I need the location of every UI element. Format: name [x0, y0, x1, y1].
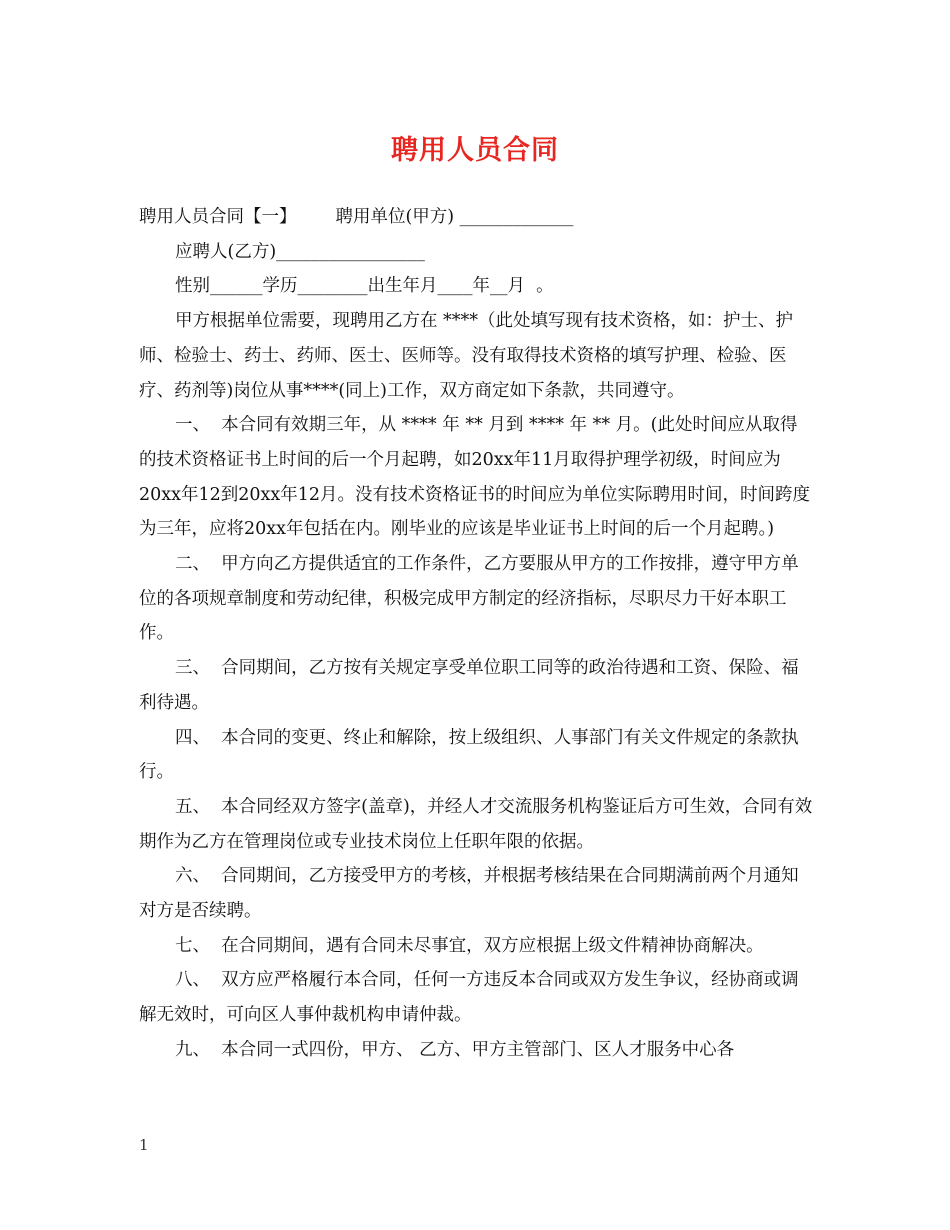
clause-4: 四、 本合同的变更、终止和解除，按上级组织、人事部门有关文件规定的条款执行。	[139, 727, 799, 783]
clause-8: 八、 双方应严格履行本合同，任何一方违反本合同或双方发生争议，经协商或调解无效时，可向区人事仲裁机构申请仲裁。	[139, 970, 799, 1026]
clause-3: 三、 合同期间，乙方按有关规定享受单位职工同等的政治待遇和工资、保险、福利待遇。	[139, 658, 799, 713]
clause-6: 六、 合同期间，乙方接受甲方的考核，并根据考核结果在合同期满前两个月通知对方是否续聘。	[139, 866, 799, 922]
document-title: 聘用人员合同	[391, 135, 559, 166]
clause-5: 五、 本合同经双方签字(盖章)，并经人才交流服务机构鉴证后方可生效，合同有效期作为乙方在管理岗位或专业技术岗位上任职年限的依据。	[139, 796, 813, 852]
applicant-line: 应聘人(乙方)_________________	[175, 241, 425, 262]
contract-header-line: 聘用人员合同【一】 聘用单位(甲方) _____________	[139, 207, 574, 227]
document-body	[139, 200, 814, 1068]
clause-2: 二、 甲方向乙方提供适宜的工作条件，乙方要服从甲方的工作按排，遵守甲方单位的各项规章制度和劳动纪律，积极完成甲方制定的经济指标，尽职尽力干好本职工作。	[139, 554, 799, 644]
clause-9: 九、 本合同一式四份，甲方、 乙方、甲方主管部门、区人才服务中心各	[175, 1039, 735, 1060]
page-number: 1	[139, 1136, 149, 1154]
clause-7: 七、 在合同期间，遇有合同未尽事宜，双方应根据上级文件精神协商解决。	[175, 935, 764, 956]
intro-paragraph: 甲方根据单位需要，现聘用乙方在 ****（此处填写现有技术资格，如：护士、护师、检验士、药士、药师、医士、医师等。没有取得技术资格的填写护理、检验、医疗、药剂等)岗位从事****(同上)工作，双方商定如下条款，共同遵守。	[139, 311, 794, 401]
personal-info-line: 性别______学历________出生年月____年__月 。	[175, 276, 554, 297]
clause-1: 一、 本合同有效期三年，从 **** 年 ** 月到 **** 年 ** 月。(此处时间应从取得的技术资格证书上时间的后一个月起聘，如20xx年11月取得护理学初级，时间应为20xx年12到20xx年12月。没有技术资格证书的时间应为单位实际聘用时间，时间跨度为三年，应将20xx年包括在内。刚毕业的应该是毕业证书上时间的后一个月起聘。)	[139, 415, 811, 540]
